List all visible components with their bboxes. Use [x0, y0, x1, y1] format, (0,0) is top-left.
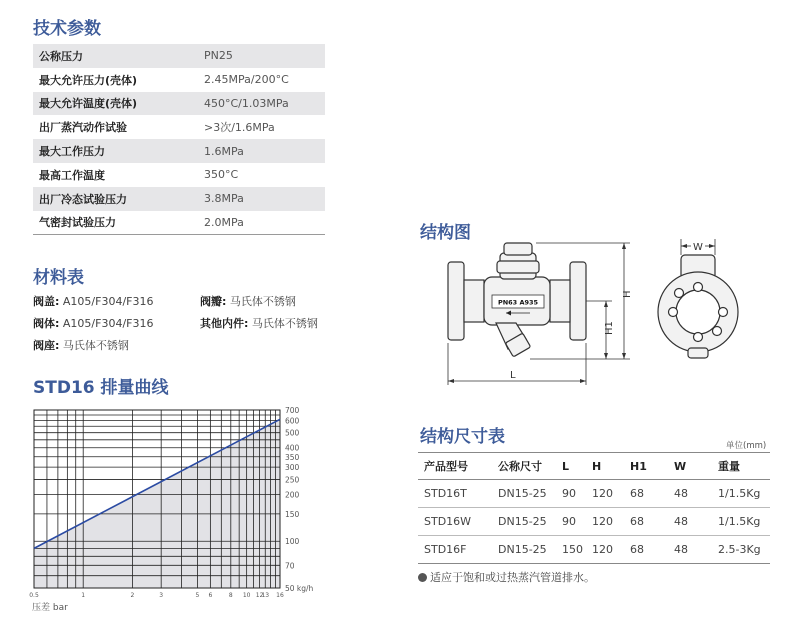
material-value: 马氏体不锈钢 [59, 339, 129, 352]
material-item [200, 293, 296, 309]
cell: 68 [624, 536, 668, 564]
column-header: H [586, 453, 624, 480]
chart-area-fill [34, 419, 280, 588]
table-row [33, 115, 325, 139]
x-tick-label: 13 [261, 592, 270, 599]
y-tick-label: 300 [285, 463, 300, 473]
y-tick-label: 600 [285, 416, 300, 426]
side-view-drain [688, 348, 708, 358]
cell: 1/1.5Kg [712, 480, 770, 508]
valve-cap-top [504, 243, 532, 255]
y-tick-label: 500 [285, 428, 300, 438]
dims-table [418, 452, 770, 564]
structure-title: 结构图 [420, 223, 471, 243]
cell: STD16T [418, 480, 492, 508]
dim-h1-label: H1 [604, 321, 615, 335]
material-item [200, 315, 318, 331]
y-tick-label: 50 kg/h [285, 584, 314, 593]
spec-label: 出厂蒸汽动作试验 [39, 121, 127, 135]
dim-h-label: H [622, 290, 633, 298]
material-item [33, 315, 153, 331]
cell: 120 [586, 536, 624, 564]
material-item [33, 293, 153, 309]
valve-cap-nut [497, 261, 539, 273]
chart-x-label: 压差 bar [32, 603, 68, 613]
column-header: 重量 [712, 453, 770, 480]
cell: 68 [624, 480, 668, 508]
tech-title: 技术参数 [33, 19, 101, 39]
right-flange [570, 262, 586, 340]
x-tick-label: 3 [159, 592, 164, 599]
cell: 48 [668, 536, 712, 564]
material-value: 马氏体不锈钢 [248, 317, 318, 330]
cell: 48 [668, 508, 712, 536]
left-flange [448, 262, 464, 340]
y-tick-label: 100 [285, 537, 300, 547]
y-tick-label: 70 [285, 561, 295, 571]
x-tick-label: 0.5 [29, 592, 39, 599]
material-label: 其他内件: [200, 317, 249, 330]
x-tick-label: 6 [208, 592, 213, 599]
y-tick-label: 700 [285, 406, 300, 415]
dim-l-label: L [510, 370, 516, 381]
table-bottom-rule [33, 234, 325, 235]
cell: 90 [556, 508, 586, 536]
tech-table [33, 44, 325, 235]
chart-y-ticks [285, 406, 314, 593]
y-tick-label: 250 [285, 475, 300, 485]
table-row [33, 139, 325, 163]
dims-unit: 单位(mm) [726, 441, 767, 451]
cell: 150 [556, 536, 586, 564]
cell: 90 [556, 480, 586, 508]
spec-value: >3次/1.6MPa [204, 121, 275, 135]
spec-value: PN25 [204, 49, 233, 63]
y-tick-label: 400 [285, 443, 300, 453]
material-label: 阀座: [33, 339, 60, 352]
chart-x-ticks [29, 592, 284, 599]
x-tick-label: 16 [276, 592, 284, 599]
dims-title: 结构尺寸表 [420, 427, 505, 447]
material-value: 马氏体不锈钢 [226, 295, 296, 308]
x-tick-label: 1 [81, 592, 86, 599]
x-tick-label: 10 [242, 592, 251, 599]
spec-label: 气密封试验压力 [39, 216, 116, 230]
cell: 120 [586, 480, 624, 508]
chart-title: STD16 排量曲线 [33, 378, 169, 398]
material-item [33, 337, 129, 353]
table-row [33, 187, 325, 211]
structure-drawing [430, 235, 785, 395]
x-tick-label: 8 [228, 592, 233, 599]
table-row [33, 68, 325, 92]
cell: 48 [668, 480, 712, 508]
column-header: H1 [624, 453, 668, 480]
left-pipe [464, 280, 484, 322]
spec-label: 公称压力 [39, 49, 83, 63]
spec-value: 1.6MPa [204, 144, 244, 158]
spec-label: 最大工作压力 [39, 145, 105, 159]
table-row [418, 480, 770, 508]
spec-value: 3.8MPa [204, 192, 244, 206]
materials-title: 材料表 [33, 268, 84, 288]
cell: DN15-25 [492, 480, 556, 508]
spec-value: 2.45MPa/200°C [204, 73, 289, 87]
spec-value: 450°C/1.03MPa [204, 96, 289, 110]
y-tick-label: 350 [285, 452, 300, 462]
table-header-row [418, 453, 770, 480]
column-header: L [556, 453, 586, 480]
cell: 1/1.5Kg [712, 508, 770, 536]
material-label: 阀瓣: [200, 295, 227, 308]
column-header: 产品型号 [418, 453, 492, 480]
material-label: 阀盖: [33, 295, 60, 308]
cell: 68 [624, 508, 668, 536]
discharge-chart [0, 400, 330, 622]
note-text: 适应于饱和或过热蒸汽管道排水。 [430, 571, 595, 584]
table-row [418, 536, 770, 564]
table-row [33, 44, 325, 68]
column-header: W [668, 453, 712, 480]
note [418, 569, 595, 585]
material-value: A105/F304/F316 [59, 317, 154, 330]
material-label: 阀体: [33, 317, 60, 330]
cell: STD16F [418, 536, 492, 564]
x-tick-label: 12 [255, 592, 264, 599]
cell: 2.5-3Kg [712, 536, 770, 564]
spec-label: 最大允许温度(壳体) [39, 97, 138, 111]
bullet-icon [418, 573, 427, 582]
cell: 120 [586, 508, 624, 536]
table-row [33, 92, 325, 116]
cell: DN15-25 [492, 536, 556, 564]
spec-value: 350°C [204, 168, 239, 182]
dim-w-label: W [693, 242, 703, 253]
x-tick-label: 5 [195, 592, 200, 599]
right-pipe [550, 280, 570, 322]
spec-label: 最高工作温度 [39, 168, 105, 182]
table-row [418, 508, 770, 536]
cell: STD16W [418, 508, 492, 536]
nameplate-text: PN63 A935 [497, 298, 539, 307]
table-row [33, 163, 325, 187]
spec-label: 出厂冷态试验压力 [39, 192, 127, 206]
column-header: 公称尺寸 [492, 453, 556, 480]
spec-value: 2.0MPa [204, 215, 244, 229]
material-value: A105/F304/F316 [59, 295, 154, 308]
y-tick-label: 200 [285, 490, 300, 500]
x-tick-label: 2 [130, 592, 135, 599]
table-row [33, 211, 325, 235]
spec-label: 最大允许压力(壳体) [39, 73, 138, 87]
cell: DN15-25 [492, 508, 556, 536]
y-tick-label: 150 [285, 509, 300, 519]
